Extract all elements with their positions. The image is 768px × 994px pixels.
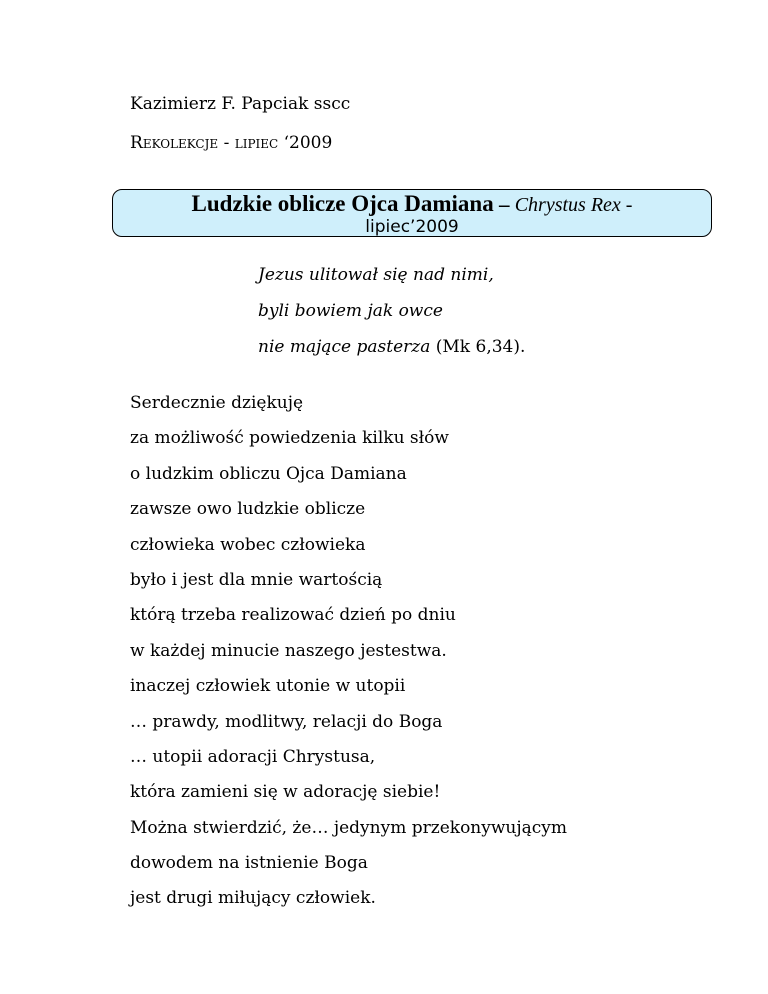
- body-line: człowieka wobec człowieka: [130, 534, 366, 555]
- quote-line: [258, 293, 525, 329]
- scripture-quote: [258, 257, 525, 365]
- subtitle-initial: R: [130, 133, 143, 153]
- quote-text: Jezus ulitował się nad nimi,: [258, 265, 494, 285]
- body-line: którą trzeba realizować dzień po dniu: [130, 605, 456, 626]
- body-line: dowodem na istnienie Boga: [130, 853, 368, 874]
- body-line: … prawdy, modlitwy, relacji do Boga: [130, 711, 443, 732]
- body-line: Serdecznie dziękuję: [130, 393, 304, 413]
- title-trailing-dash: -: [620, 194, 633, 216]
- title-italic: Chrystus Rex: [514, 194, 621, 216]
- quote-reference: (Mk 6,34).: [430, 337, 526, 357]
- subtitle-year: ‘2009: [278, 133, 333, 153]
- body-text: [130, 386, 567, 917]
- body-line: w każdej minucie naszego jestestwa.: [130, 640, 447, 661]
- title-line-2: lipiec’2009: [365, 217, 459, 237]
- author-line: Kazimierz F. Papciak sscc: [130, 94, 351, 114]
- quote-text: byli bowiem jak owce: [258, 301, 443, 321]
- retreat-subtitle: [130, 131, 332, 155]
- quote-text: nie mające pasterza: [258, 337, 431, 357]
- body-line: Można stwierdzić, że… jedynym przekonywującym: [130, 817, 568, 838]
- body-line: która zamieni się w adorację siebie!: [130, 782, 441, 803]
- body-line: jest drugi miłujący człowiek.: [130, 888, 376, 909]
- title-dash: –: [493, 192, 515, 216]
- quote-line: [258, 329, 525, 365]
- body-line: zawsze owo ludzkie oblicze: [130, 499, 366, 520]
- subtitle-separator: -: [218, 133, 235, 153]
- body-line: … utopii adoracji Chrystusa,: [130, 746, 376, 767]
- body-line: inaczej człowiek utonie w utopii: [130, 676, 406, 697]
- body-line: o ludzkim obliczu Ojca Damiana: [130, 463, 407, 484]
- title-box: [112, 189, 712, 237]
- subtitle-word-rekolekcje: ekolekcje: [142, 133, 219, 153]
- title-line-1: [113, 192, 711, 217]
- body-line: za możliwość powiedzenia kilku słów: [130, 428, 449, 449]
- title-main: Ludzkie oblicze Ojca Damiana: [191, 191, 494, 216]
- body-line: było i jest dla mnie wartością: [130, 569, 383, 590]
- quote-line: [258, 257, 525, 293]
- subtitle-word-lipiec: lipiec: [234, 133, 279, 153]
